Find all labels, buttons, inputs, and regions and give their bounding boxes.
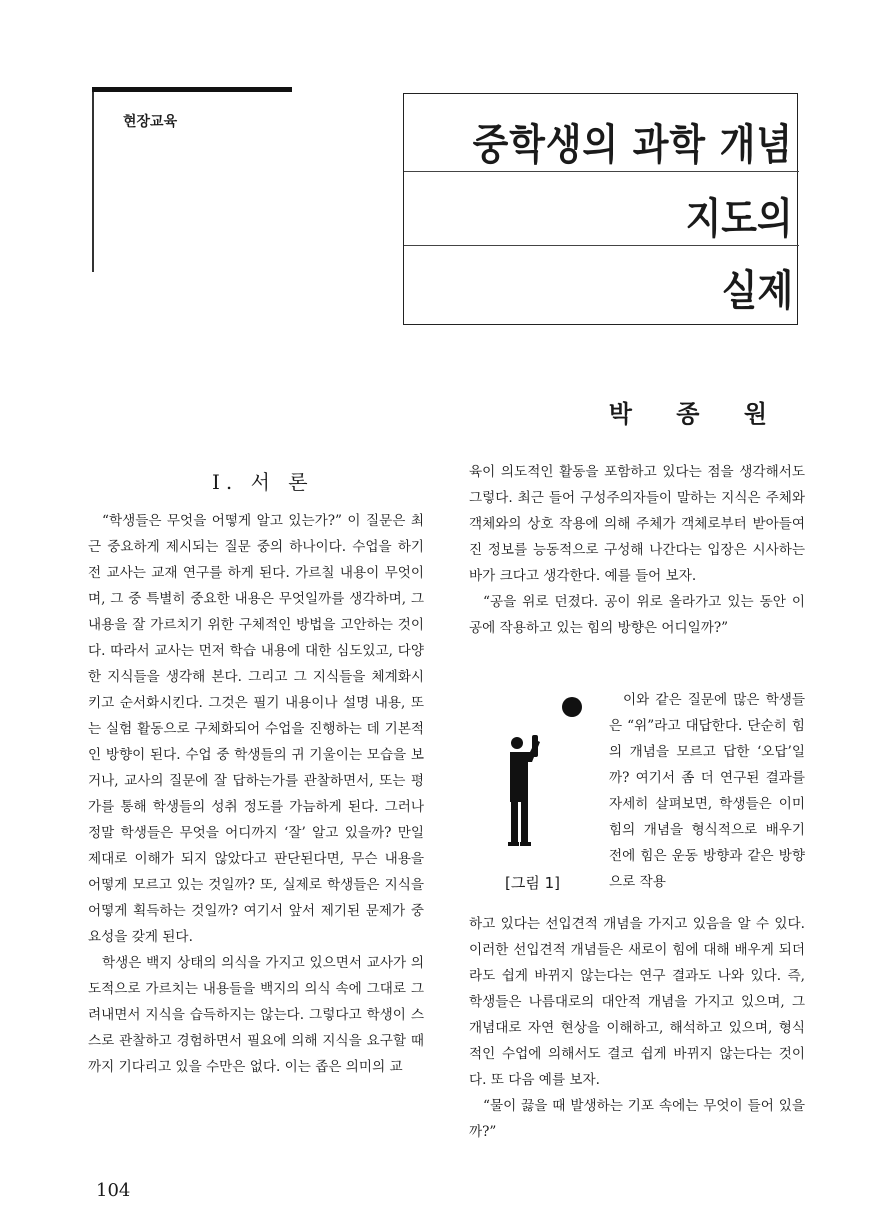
body-column-right-top	[469, 459, 805, 641]
page-number: 104	[96, 1180, 131, 1201]
body-column-right-wrap	[609, 687, 805, 895]
body-column-right-bottom	[469, 911, 805, 1145]
section-bar	[92, 87, 292, 92]
section-heading: Ⅰ. 서 론	[212, 470, 314, 494]
person-icon	[508, 735, 540, 846]
paragraph: 이와 같은 질문에 많은 학생들은 “위”라고 대답한다. 단순히 힘의 개념을 모르고 답한 ‘오답’일까? 여기서 좀 더 연구된 결과를 자세히 살펴보면, 학생들은 이미 힘의 개념을 형식적으로 배우기 전에 힘은 운동 방향과 같은 방향으로 작용	[609, 692, 805, 890]
paragraph: “학생들은 무엇을 어떻게 알고 있는가?” 이 질문은 최근 중요하게 제시되는 질문 중의 하나이다. 수업을 하기 전 교사는 교재 연구를 하게 된다. 가르칠 내용이 무엇이며, 그 중 특별히 중요한 내용은 무엇일까를 생각하며, 그 내용을 잘 가르치기 위한 구체적인 방법을 고안하는 것이다. 따라서 교사는 먼저 학습 내용에 대한 심도있고, 다양한 지식들을 생각해 본다. 그리고 그 지식들을 체계화시키고 순서화시킨다. 그것은 필기 내용이나 설명 내용, 또는 실험 활동으로 구체화되어 수업을 진행하는 데 기본적인 방향이 된다. 수업 중 학생들의 귀 기울이는 모습을 보거나, 교사의 질문에 잘 답하는가를 관찰하면서, 또는 평가를 통해 학생들의 성취 정도를 가늠하게 된다. 그러나 정말 학생들은 무엇을 어디까지 ‘잘’ 알고 있을까? 만일 제대로 이해가 되지 않았다고 판단된다면, 무슨 내용을 어떻게 모르고 있는 것일까? 또, 실제로 학생들은 지식을 어떻게 획득하는 것일까? 여기서 앞서 제기된 문제가 중요성을 갖게 된다.	[88, 513, 424, 945]
article-title-line-3: 실제	[721, 266, 793, 315]
article-title-line-2: 지도의	[685, 194, 793, 243]
paragraph: “공을 위로 던졌다. 공이 위로 올라가고 있는 동안 이 공에 작용하고 있는 힘의 방향은 어디일까?”	[469, 594, 805, 636]
section-rule	[92, 92, 94, 272]
section-label: 현장교육	[123, 114, 178, 130]
paragraph: 육이 의도적인 활동을 포함하고 있다는 점을 생각해서도 그렇다. 최근 들어 구성주의자들이 말하는 지식은 주체와 객체와의 상호 작용에 의해 주체가 객체로부터 받아들여진 정보를 능동적으로 구성해 나간다는 입장은 시사하는 바가 크다고 생각한다. 예를 들어 보자.	[469, 464, 805, 584]
figure-caption: [그림 1]	[505, 874, 560, 892]
article-title-line-1: 중학생의 과학 개념	[472, 120, 793, 169]
body-column-left	[88, 508, 424, 1080]
paragraph: “물이 끓을 때 발생하는 기포 속에는 무엇이 들어 있을까?”	[469, 1098, 805, 1140]
figure-ball-throw-illustration	[480, 690, 600, 900]
paragraph: 하고 있다는 선입견적 개념을 가지고 있음을 알 수 있다. 이러한 선입견적 개념들은 새로이 힘에 대해 배우게 되더라도 쉽게 바뀌지 않는다는 연구 결과도 나와 있다. 즉, 학생들은 나름대로의 대안적 개념을 가지고 있으며, 그 개념대로 자연 현상을 이해하고, 해석하고 있으며, 형식적인 수업에 의해서도 결코 쉽게 바뀌지 않는다는 것이다. 또 다음 예를 보자.	[469, 916, 805, 1088]
paragraph: 학생은 백지 상태의 의식을 가지고 있으면서 교사가 의도적으로 가르치는 내용들을 백지의 의식 속에 그대로 그려내면서 지식을 습득하지는 않는다. 그렇다고 학생이 스스로 관찰하고 경험하면서 필요에 의해 지식을 요구할 때까지 기다리고 있을 수만은 없다. 이는 좁은 의미의 교	[88, 955, 424, 1075]
ball-icon	[562, 697, 582, 717]
author-name: 박 종 원	[608, 400, 785, 428]
